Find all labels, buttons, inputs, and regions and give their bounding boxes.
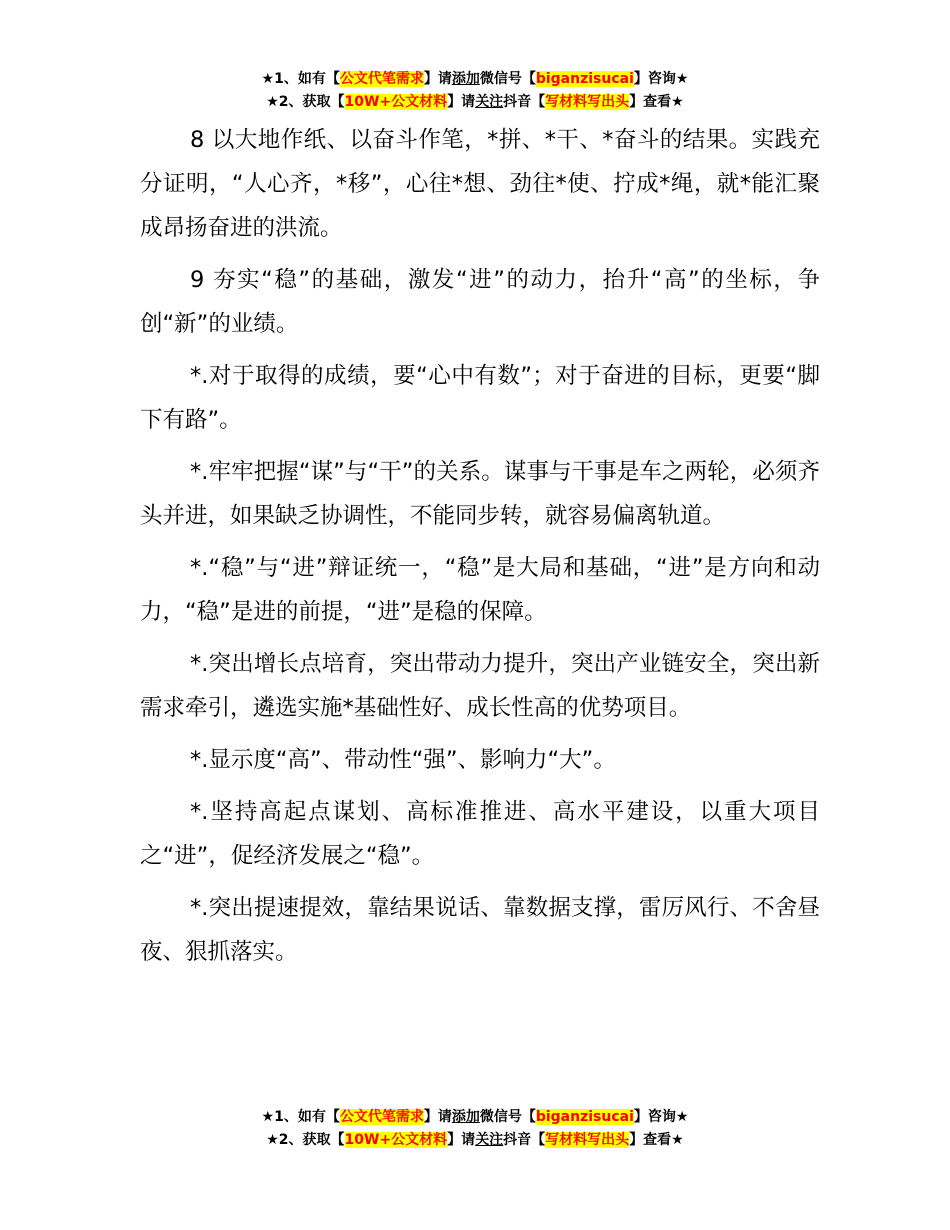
footer-service-highlight: 公文代笔需求 <box>339 1109 424 1125</box>
paragraph-7: *.显示度“高”、带动性“强”、影响力“大”。 <box>190 747 616 773</box>
paragraph-4: *.牢牢把握“谋”与“干”的关系。谋事与干事是车之两轮，必须齐头并进，如果缺乏协调性，不能同步转，就容易偏离轨道。 <box>140 459 820 529</box>
header-wechat-id: biganzisucai <box>535 71 634 87</box>
footer-line-1-text: 】请 <box>423 1109 452 1125</box>
footer-line-1-text-2: 微信号【 <box>479 1109 536 1125</box>
footer-line-2-text-2: 抖音【 <box>503 1132 546 1148</box>
header-banner <box>0 68 950 114</box>
footer-line-1 <box>0 1106 950 1129</box>
header-materials-highlight: 10W+公文材料 <box>344 94 448 110</box>
paragraph-1: 8 以大地作纸、以奋斗作笔，*拼、*干、*奋斗的结果。实践充分证明，“人心齐，*移”，心往*想、劲往*使、拧成*绳，就*能汇聚成昂扬奋进的洪流。 <box>140 127 820 241</box>
paragraph-2: 9 夯实“稳”的基础，激发“进”的动力，抬升“高”的坐标，争创“新”的业绩。 <box>140 267 820 337</box>
footer-wechat-id: biganzisucai <box>535 1109 634 1125</box>
paragraph-5: *.“稳”与“进”辩证统一，“稳”是大局和基础，“进”是方向和动力，“稳”是进的前提，“进”是稳的保障。 <box>140 555 820 625</box>
header-follow-underline: 关注 <box>475 94 504 110</box>
header-line-2-suffix: 】查看★ <box>629 94 684 110</box>
footer-follow-underline: 关注 <box>475 1132 504 1148</box>
footer-line-2-prefix: ★2、获取【 <box>266 1132 345 1148</box>
footer-banner <box>0 1106 950 1152</box>
footer-douyin-id: 写材料写出头 <box>545 1132 630 1148</box>
document-body <box>140 118 820 982</box>
header-line-1 <box>0 68 950 91</box>
header-line-2-text-2: 抖音【 <box>503 94 546 110</box>
header-line-2-prefix: ★2、获取【 <box>266 94 345 110</box>
paragraph-6: *.突出增长点培育，突出带动力提升，突出产业链安全，突出新需求牵引，遴选实施*基础性好、成长性高的优势项目。 <box>140 651 820 721</box>
header-add-underline: 添加 <box>451 71 480 87</box>
footer-materials-highlight: 10W+公文材料 <box>344 1132 448 1148</box>
footer-add-underline: 添加 <box>451 1109 480 1125</box>
footer-line-2 <box>0 1129 950 1152</box>
header-line-1-text-2: 微信号【 <box>479 71 536 87</box>
paragraph-3: *.对于取得的成绩，要“心中有数”；对于奋进的目标，更要“脚下有路”。 <box>140 363 820 433</box>
header-line-2 <box>0 91 950 114</box>
header-line-2-text: 】请 <box>447 94 476 110</box>
paragraph-8: *.坚持高起点谋划、高标准推进、高水平建设，以重大项目之“进”，促经济发展之“稳”。 <box>140 799 820 869</box>
footer-line-2-text: 】请 <box>447 1132 476 1148</box>
header-line-1-prefix: ★1、如有【 <box>261 71 340 87</box>
footer-line-1-suffix: 】咨询★ <box>633 1109 689 1125</box>
footer-line-2-suffix: 】查看★ <box>629 1132 684 1148</box>
header-douyin-id: 写材料写出头 <box>545 94 630 110</box>
paragraph-9: *.突出提速提效，靠结果说话、靠数据支撑，雷厉风行、不舍昼夜、狠抓落实。 <box>140 895 820 965</box>
footer-line-1-prefix: ★1、如有【 <box>261 1109 340 1125</box>
header-line-1-text: 】请 <box>423 71 452 87</box>
header-service-highlight: 公文代笔需求 <box>339 71 424 87</box>
header-line-1-suffix: 】咨询★ <box>633 71 689 87</box>
